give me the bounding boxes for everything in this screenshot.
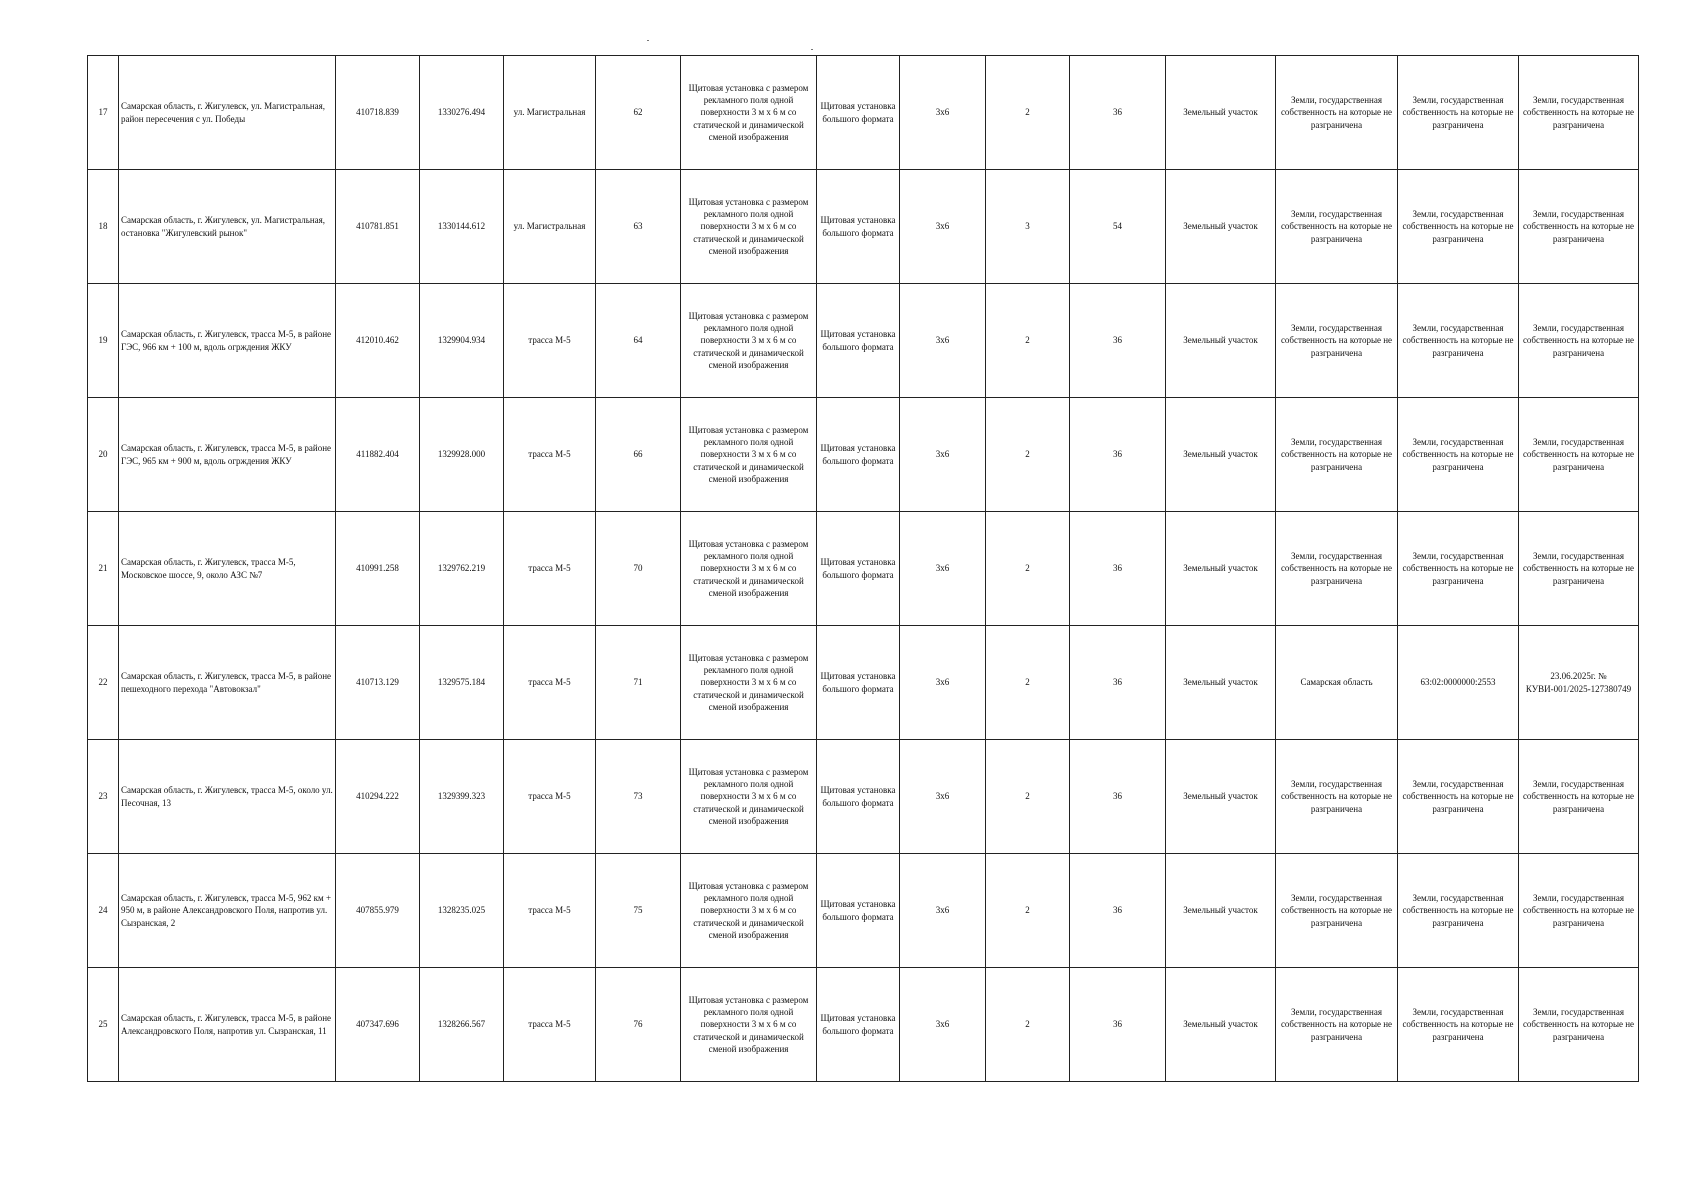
- structure-type: Щитовая установка большого формата: [817, 626, 900, 740]
- structure-description: Щитовая установка с размером рекламного поля одной поверхности 3 м х 6 м со статической и динамической сменой изображения: [681, 398, 817, 512]
- coordinate-x: 410718.839: [336, 56, 420, 170]
- total-area: 36: [1070, 56, 1166, 170]
- street-name: трасса М-5: [504, 968, 596, 1082]
- field-size: 3х6: [900, 968, 986, 1082]
- coordinate-y: 1330276.494: [420, 56, 504, 170]
- coordinate-y: 1329575.184: [420, 626, 504, 740]
- registration-record: Земли, государственная собственность на которые не разграничена: [1519, 968, 1639, 1082]
- structure-type: Щитовая установка большого формата: [817, 968, 900, 1082]
- coordinate-y: 1328235.025: [420, 854, 504, 968]
- coordinate-x: 410713.129: [336, 626, 420, 740]
- land-owner: Земли, государственная собственность на которые не разграничена: [1276, 854, 1398, 968]
- field-size: 3х6: [900, 626, 986, 740]
- cadastral-number: Земли, государственная собственность на которые не разграничена: [1398, 512, 1519, 626]
- field-size: 3х6: [900, 398, 986, 512]
- field-size: 3х6: [900, 740, 986, 854]
- field-size: 3х6: [900, 56, 986, 170]
- location-address: Самарская область, г. Жигулевск, трасса М-5, в районе пешеходного перехода "Автовокзал": [119, 626, 336, 740]
- structure-description: Щитовая установка с размером рекламного поля одной поверхности 3 м х 6 м со статической и динамической сменой изображения: [681, 626, 817, 740]
- row-number: 24: [88, 854, 119, 968]
- location-address: Самарская область, г. Жигулевск, трасса М-5, в районе Александровского Поля, напротив ул. Сызранская, 11: [119, 968, 336, 1082]
- land-type: Земельный участок: [1166, 740, 1276, 854]
- field-size: 3х6: [900, 512, 986, 626]
- structure-type: Щитовая установка большого формата: [817, 398, 900, 512]
- land-type: Земельный участок: [1166, 398, 1276, 512]
- land-owner: Земли, государственная собственность на которые не разграничена: [1276, 740, 1398, 854]
- total-area: 36: [1070, 854, 1166, 968]
- structure-description: Щитовая установка с размером рекламного поля одной поверхности 3 м х 6 м со статической и динамической сменой изображения: [681, 56, 817, 170]
- structure-type: Щитовая установка большого формата: [817, 512, 900, 626]
- position-number: 71: [596, 626, 681, 740]
- coordinate-y: 1329904.934: [420, 284, 504, 398]
- total-area: 36: [1070, 284, 1166, 398]
- structure-description: Щитовая установка с размером рекламного поля одной поверхности 3 м х 6 м со статической и динамической сменой изображения: [681, 968, 817, 1082]
- land-type: Земельный участок: [1166, 284, 1276, 398]
- coordinate-x: 412010.462: [336, 284, 420, 398]
- coordinate-y: 1328266.567: [420, 968, 504, 1082]
- total-area: 36: [1070, 968, 1166, 1082]
- location-address: Самарская область, г. Жигулевск, трасса М-5, Московское шоссе, 9, около АЗС №7: [119, 512, 336, 626]
- land-type: Земельный участок: [1166, 56, 1276, 170]
- row-number: 18: [88, 170, 119, 284]
- position-number: 64: [596, 284, 681, 398]
- street-name: трасса М-5: [504, 854, 596, 968]
- coordinate-x: 407347.696: [336, 968, 420, 1082]
- coordinate-y: 1329928.000: [420, 398, 504, 512]
- land-type: Земельный участок: [1166, 626, 1276, 740]
- table-row: [88, 968, 1639, 1082]
- coordinate-x: 410991.258: [336, 512, 420, 626]
- sides-count: 2: [986, 740, 1070, 854]
- structure-type: Щитовая установка большого формата: [817, 740, 900, 854]
- structure-description: Щитовая установка с размером рекламного поля одной поверхности 3 м х 6 м со статической и динамической сменой изображения: [681, 170, 817, 284]
- land-owner: Земли, государственная собственность на которые не разграничена: [1276, 398, 1398, 512]
- field-size: 3х6: [900, 854, 986, 968]
- location-address: Самарская область, г. Жигулевск, трасса М-5, 962 км + 950 м, в районе Александровского Поля, напротив ул. Сызранская, 2: [119, 854, 336, 968]
- structure-description: Щитовая установка с размером рекламного поля одной поверхности 3 м х 6 м со статической и динамической сменой изображения: [681, 284, 817, 398]
- row-number: 22: [88, 626, 119, 740]
- total-area: 36: [1070, 398, 1166, 512]
- coordinate-x: 410781.851: [336, 170, 420, 284]
- table-row: [88, 170, 1639, 284]
- table-row: [88, 398, 1639, 512]
- registration-record: Земли, государственная собственность на которые не разграничена: [1519, 170, 1639, 284]
- cadastral-number: Земли, государственная собственность на которые не разграничена: [1398, 170, 1519, 284]
- street-name: трасса М-5: [504, 626, 596, 740]
- registration-record: Земли, государственная собственность на которые не разграничена: [1519, 56, 1639, 170]
- sides-count: 2: [986, 398, 1070, 512]
- row-number: 21: [88, 512, 119, 626]
- row-number: 17: [88, 56, 119, 170]
- sides-count: 2: [986, 284, 1070, 398]
- land-type: Земельный участок: [1166, 854, 1276, 968]
- sides-count: 2: [986, 56, 1070, 170]
- registration-record: Земли, государственная собственность на которые не разграничена: [1519, 854, 1639, 968]
- row-number: 19: [88, 284, 119, 398]
- cadastral-number: 63:02:0000000:2553: [1398, 626, 1519, 740]
- street-name: трасса М-5: [504, 284, 596, 398]
- field-size: 3х6: [900, 170, 986, 284]
- registration-record: Земли, государственная собственность на которые не разграничена: [1519, 284, 1639, 398]
- table-row: [88, 284, 1639, 398]
- advertising-structures-table-sheet: [87, 55, 1638, 1082]
- total-area: 54: [1070, 170, 1166, 284]
- land-owner: Земли, государственная собственность на которые не разграничена: [1276, 56, 1398, 170]
- street-name: трасса М-5: [504, 740, 596, 854]
- cadastral-number: Земли, государственная собственность на которые не разграничена: [1398, 854, 1519, 968]
- position-number: 76: [596, 968, 681, 1082]
- street-name: трасса М-5: [504, 398, 596, 512]
- cadastral-number: Земли, государственная собственность на которые не разграничена: [1398, 398, 1519, 512]
- coordinate-x: 407855.979: [336, 854, 420, 968]
- table-row: [88, 854, 1639, 968]
- advertising-structures-table: [87, 55, 1639, 1082]
- coordinate-y: 1330144.612: [420, 170, 504, 284]
- table-body: [88, 56, 1639, 1082]
- table-row: [88, 56, 1639, 170]
- street-name: трасса М-5: [504, 512, 596, 626]
- coordinate-x: 410294.222: [336, 740, 420, 854]
- row-number: 25: [88, 968, 119, 1082]
- row-number: 20: [88, 398, 119, 512]
- registration-record: Земли, государственная собственность на которые не разграничена: [1519, 740, 1639, 854]
- coordinate-x: 411882.404: [336, 398, 420, 512]
- field-size: 3х6: [900, 284, 986, 398]
- table-row: [88, 512, 1639, 626]
- sides-count: 2: [986, 854, 1070, 968]
- land-type: Земельный участок: [1166, 512, 1276, 626]
- position-number: 62: [596, 56, 681, 170]
- land-owner: Земли, государственная собственность на которые не разграничена: [1276, 284, 1398, 398]
- location-address: Самарская область, г. Жигулевск, трасса М-5, около ул. Песочная, 13: [119, 740, 336, 854]
- structure-type: Щитовая установка большого формата: [817, 56, 900, 170]
- structure-description: Щитовая установка с размером рекламного поля одной поверхности 3 м х 6 м со статической и динамической сменой изображения: [681, 854, 817, 968]
- location-address: Самарская область, г. Жигулевск, трасса М-5, в районе ГЭС, 966 км + 100 м, вдоль огрждения ЖКУ: [119, 284, 336, 398]
- location-address: Самарская область, г. Жигулевск, ул. Магистральная, остановка "Жигулевский рынок": [119, 170, 336, 284]
- position-number: 75: [596, 854, 681, 968]
- position-number: 66: [596, 398, 681, 512]
- registration-record: Земли, государственная собственность на которые не разграничена: [1519, 398, 1639, 512]
- structure-description: Щитовая установка с размером рекламного поля одной поверхности 3 м х 6 м со статической и динамической сменой изображения: [681, 740, 817, 854]
- street-name: ул. Магистральная: [504, 170, 596, 284]
- total-area: 36: [1070, 740, 1166, 854]
- table-row: [88, 740, 1639, 854]
- registration-record: 23.06.2025г. № КУВИ-001/2025-127380749: [1519, 626, 1639, 740]
- land-owner: Земли, государственная собственность на которые не разграничена: [1276, 968, 1398, 1082]
- position-number: 70: [596, 512, 681, 626]
- position-number: 63: [596, 170, 681, 284]
- total-area: 36: [1070, 512, 1166, 626]
- cadastral-number: Земли, государственная собственность на которые не разграничена: [1398, 740, 1519, 854]
- sides-count: 2: [986, 512, 1070, 626]
- row-number: 23: [88, 740, 119, 854]
- land-owner: Земли, государственная собственность на которые не разграничена: [1276, 170, 1398, 284]
- structure-type: Щитовая установка большого формата: [817, 854, 900, 968]
- table-row: [88, 626, 1639, 740]
- coordinate-y: 1329762.219: [420, 512, 504, 626]
- scan-speck: [647, 40, 649, 41]
- registration-record: Земли, государственная собственность на которые не разграничена: [1519, 512, 1639, 626]
- position-number: 73: [596, 740, 681, 854]
- cadastral-number: Земли, государственная собственность на которые не разграничена: [1398, 56, 1519, 170]
- cadastral-number: Земли, государственная собственность на которые не разграничена: [1398, 968, 1519, 1082]
- location-address: Самарская область, г. Жигулевск, ул. Магистральная, район пересечения с ул. Победы: [119, 56, 336, 170]
- structure-type: Щитовая установка большого формата: [817, 284, 900, 398]
- location-address: Самарская область, г. Жигулевск, трасса М-5, в районе ГЭС, 965 км + 900 м, вдоль огрждения ЖКУ: [119, 398, 336, 512]
- sides-count: 3: [986, 170, 1070, 284]
- structure-type: Щитовая установка большого формата: [817, 170, 900, 284]
- street-name: ул. Магистральная: [504, 56, 596, 170]
- total-area: 36: [1070, 626, 1166, 740]
- sides-count: 2: [986, 626, 1070, 740]
- cadastral-number: Земли, государственная собственность на которые не разграничена: [1398, 284, 1519, 398]
- scan-speck: [811, 49, 813, 50]
- land-type: Земельный участок: [1166, 968, 1276, 1082]
- land-owner: Земли, государственная собственность на которые не разграничена: [1276, 512, 1398, 626]
- structure-description: Щитовая установка с размером рекламного поля одной поверхности 3 м х 6 м со статической и динамической сменой изображения: [681, 512, 817, 626]
- land-owner: Самарская область: [1276, 626, 1398, 740]
- coordinate-y: 1329399.323: [420, 740, 504, 854]
- sides-count: 2: [986, 968, 1070, 1082]
- land-type: Земельный участок: [1166, 170, 1276, 284]
